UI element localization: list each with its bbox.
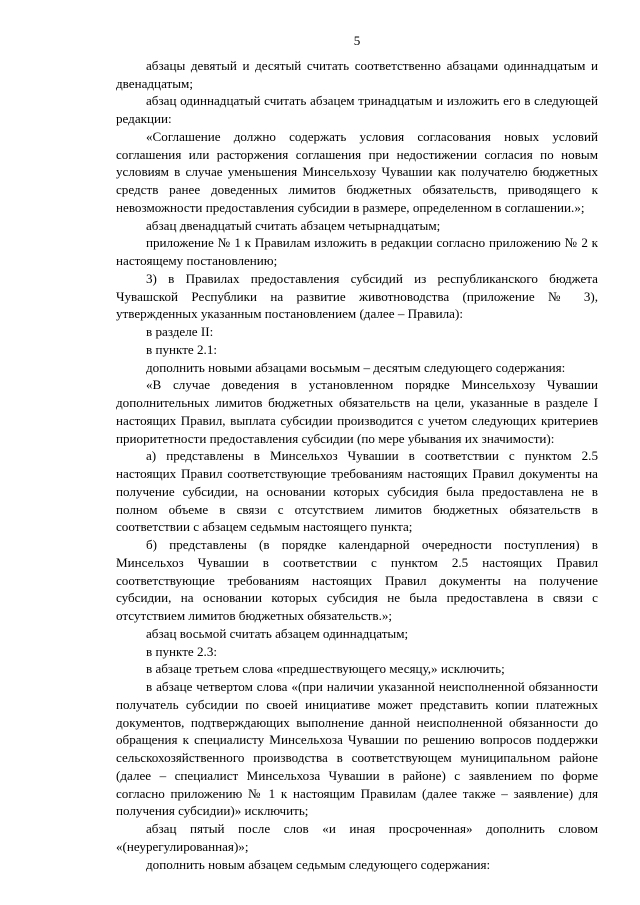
paragraph: в абзаце третьем слова «предшествующего месяцу,» исключить; — [146, 661, 505, 677]
paragraph: «В случае доведения в установленном порядке Минсельхозу Чувашии дополнительных лимитов бюджетных обязательств на цели, указанные в разделе I настоящих Правил, выплата субсидии производится с учетом следующих критериев приоритетности предоставления субсидии (по мере убывания их значимости): — [116, 377, 598, 446]
paragraph: абзац одиннадцатый считать абзацем тринадцатым и изложить его в следующей редакции: — [116, 93, 598, 126]
paragraph: приложение № 1 к Правилам изложить в редакции согласно приложению № 2 к настоящему постановлению; — [116, 235, 598, 268]
paragraph: а) представлены в Минсельхоз Чувашии в соответствии с пунктом 2.5 настоящих Правил соответствующие требованиям настоящих Правил документы на получение субсидии, на основании которых субсидия была предоставлена не в полном объеме в связи с отсутствием лимитов бюджетных обязательств в соответствии с абзацем седьмым настоящего пункта; — [116, 448, 598, 535]
paragraph: в пункте 2.1: — [146, 341, 218, 357]
paragraph: абзац двенадцатый считать абзацем четырнадцатым; — [146, 217, 441, 233]
paragraph: абзац восьмой считать абзацем одиннадцатым; — [146, 625, 409, 641]
paragraph: абзац пятый после слов «и иная просроченная» дополнить словом «(неурегулированная)»; — [116, 821, 598, 854]
paragraph: в абзаце четвертом слова «(при наличии указанной неисполненной обязанности получатель субсидии по своей инициативе может представить копии платежных документов, подтверждающих выполнение данной неисполненной обязанности до обращения к специалисту Минсельхоза Чувашии по решению вопросов поддержки сельскохозяйственного производства в соответствующем муниципальном районе (далее – специалист Минсельхоза Чувашии в районе) с заявлением по форме согласно приложению № 1 к настоящим Правилам (далее также – заявление) для получения субсидии)» исключить; — [116, 679, 598, 819]
paragraph: «Соглашение должно содержать условия согласования новых условий соглашения или расторжения соглашения при недостижении согласия по новым условиям в случае уменьшения Минсельхозу Чувашии как получателю бюджетных средств ранее доведенных лимитов бюджетных обязательств, приводящего к невозможности предоставления субсидии в размере, определенном в соглашении.»; — [116, 128, 598, 215]
paragraph: в пункте 2.3: — [146, 643, 218, 659]
paragraph: дополнить новым абзацем седьмым следующего содержания: — [146, 856, 491, 872]
paragraph: в разделе II: — [146, 324, 214, 339]
paragraph: 3) в Правилах предоставления субсидий из республиканского бюджета Чувашской Республики на развитие животноводства (приложение № 3), утвержденных указанным постановлением (далее – Правила): — [116, 270, 598, 322]
page-number: 5 — [353, 33, 361, 48]
paragraph: б) представлены (в порядке календарной очередности поступления) в Минсельхоз Чувашии в соответствии с пунктом 2.5 настоящих Правил соответствующие требованиям настоящих Правил документы на получение субсидии, на основании которых субсидия не была предоставлена в связи с отсутствием лимитов бюджетных обязательств.»; — [116, 537, 598, 623]
paragraph: дополнить новыми абзацами восьмым – десятым следующего содержания: — [146, 359, 566, 375]
paragraph: абзацы девятый и десятый считать соответственно абзацами одиннадцатым и двенадцатым; — [116, 57, 598, 91]
document-body — [116, 57, 598, 874]
